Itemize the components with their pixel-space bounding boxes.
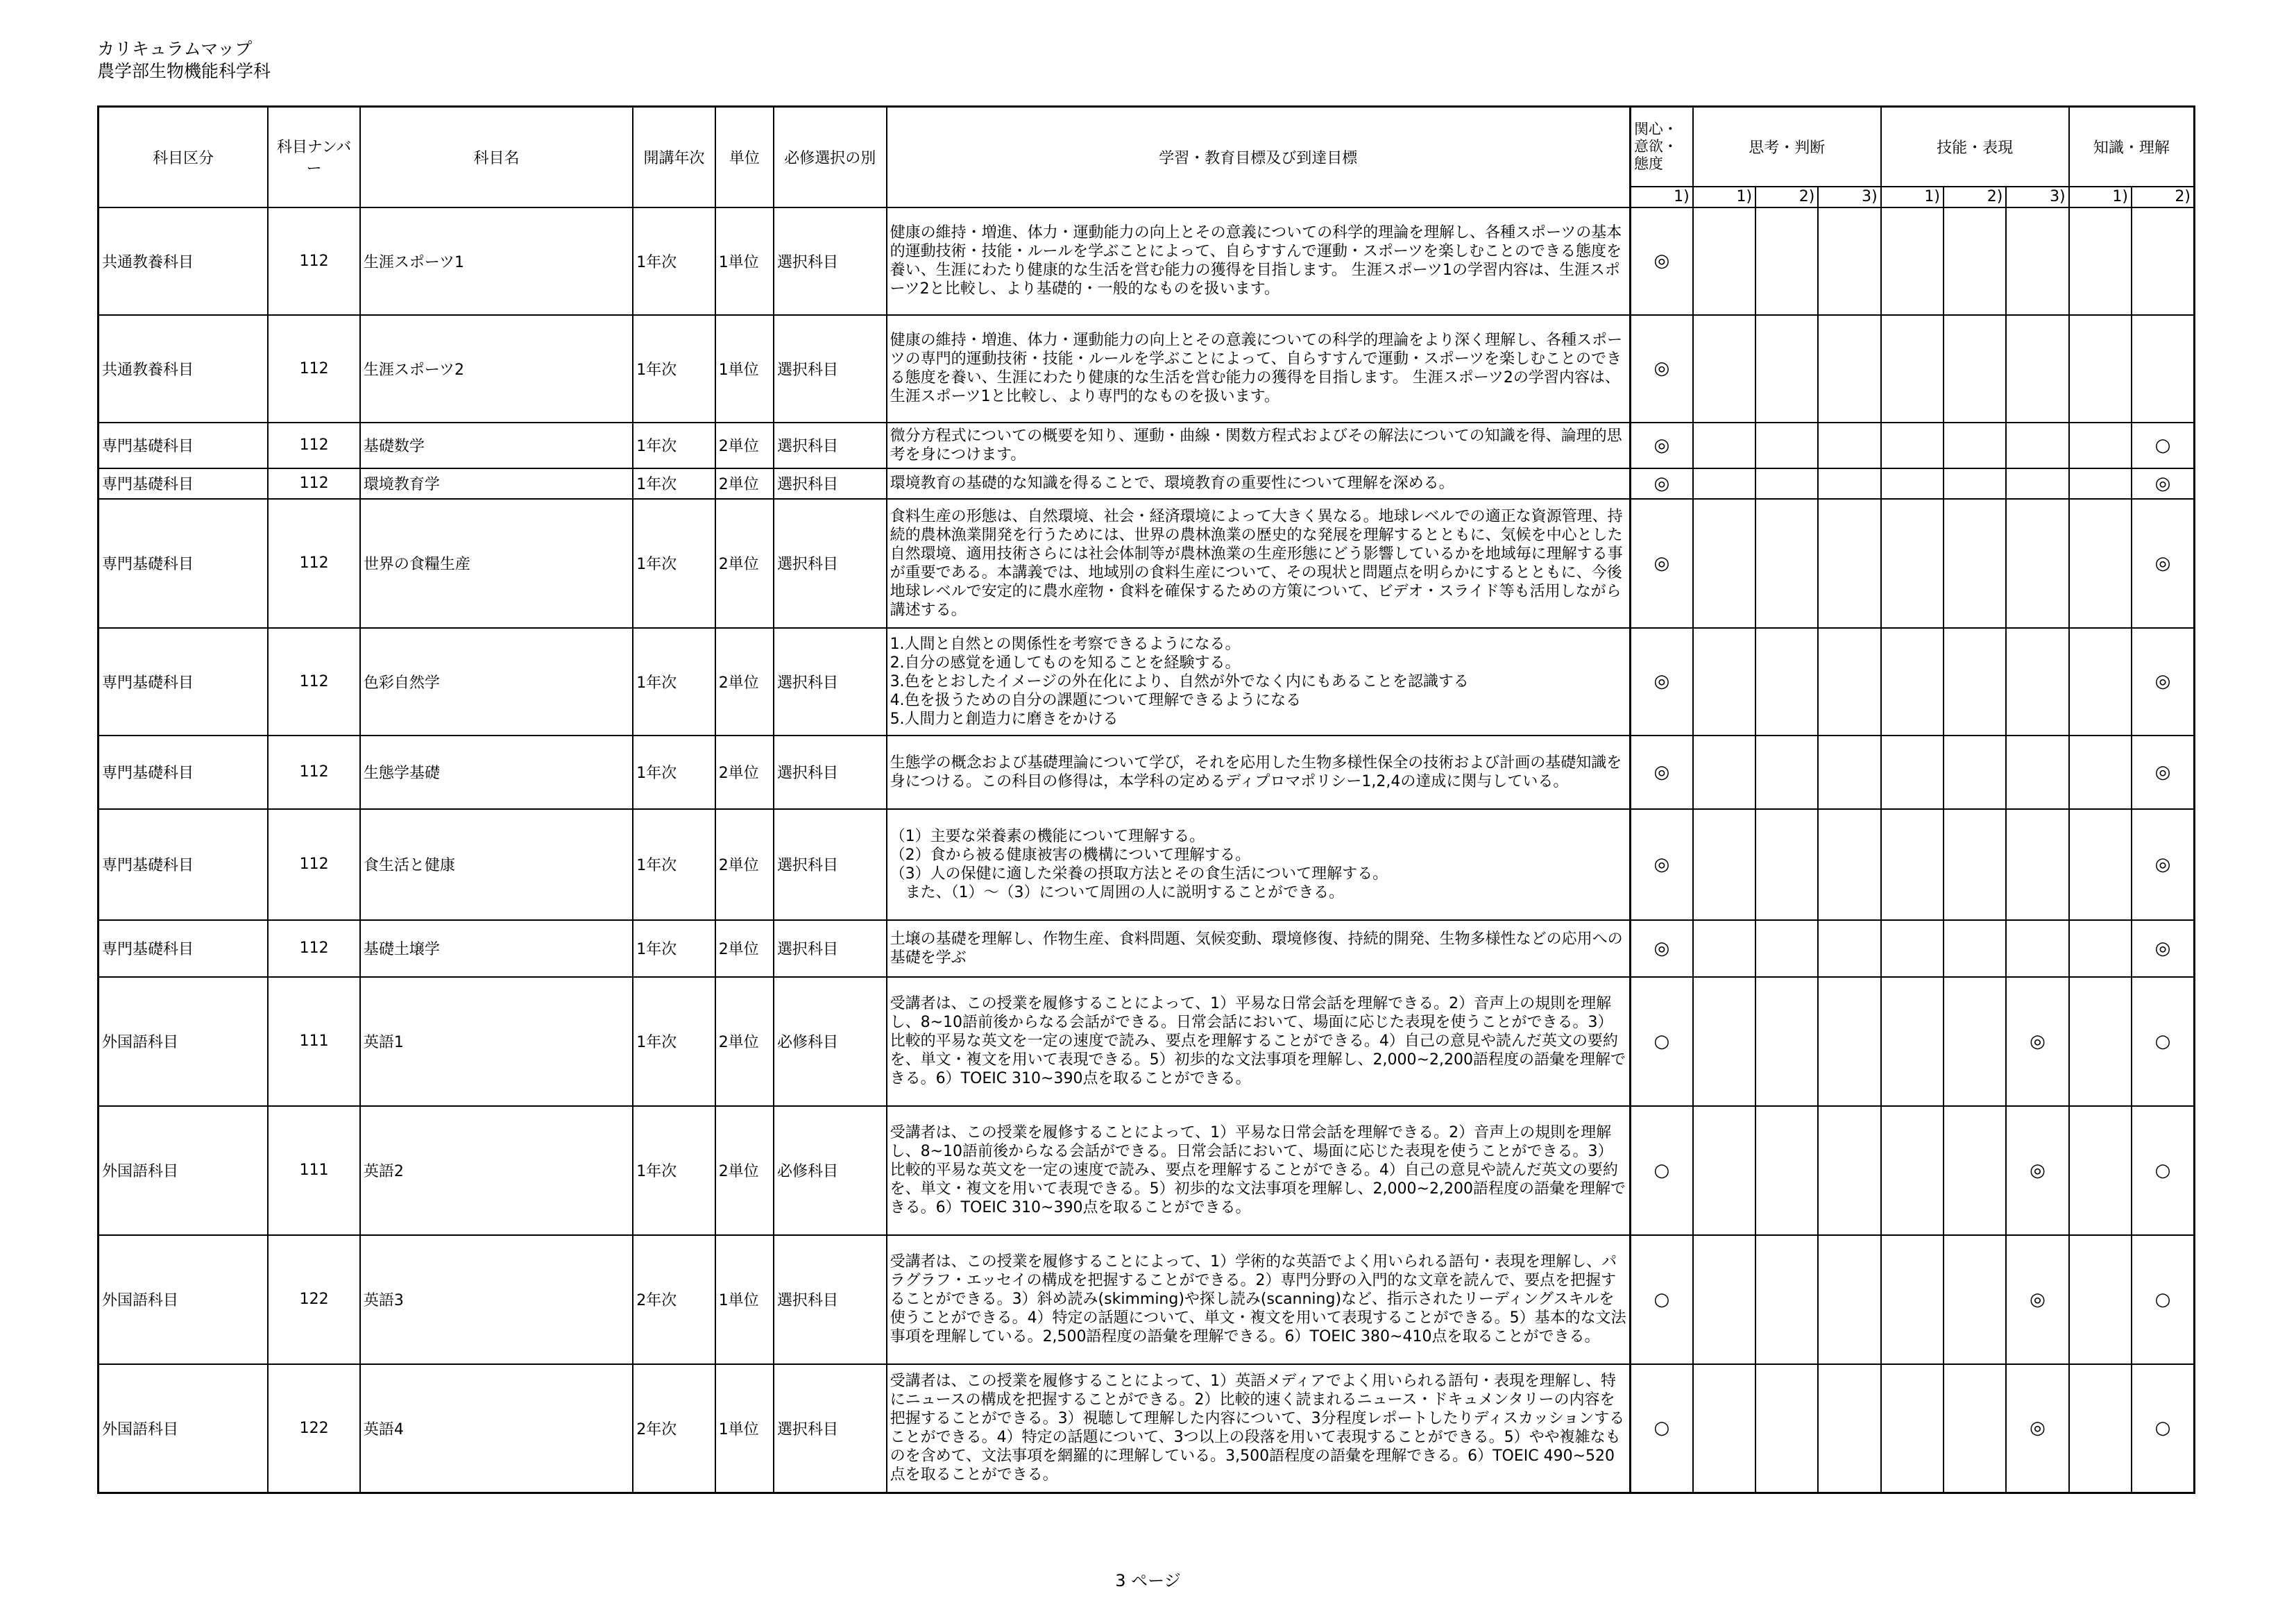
row-goal [887,628,1631,736]
goal-line: （2）食から被る健康被害の機構について理解する。 [890,846,1251,864]
subheader: 3) [2006,187,2068,207]
row-year: 1年次 [633,809,715,920]
row-mark [2006,628,2068,736]
row-mark [1944,468,2006,499]
row-number: 112 [268,207,359,315]
row-mark [1755,423,1818,468]
row-mark [1693,1364,1755,1493]
goal-line: 4.色を扱うための自分の課題について理解できるようになる [890,691,1302,709]
row-mark [1881,628,1944,736]
row-goal: 受講者は、この授業を履修することによって、1）平易な日常会話を理解できる。2）音声上の規則を理解し、8~10語前後からなる会話ができる。日常会話において、場面に応じた表現を使うことができる。3）比較的平易な英文を一定の速度で読み、要点を理解することができる。4）自己の意見や読んだ英文の要約を、単文・複文を用いて表現できる。5）初歩的な文法事項を理解し、2,000~2,200語程度の語彙を理解できる。6）TOEIC 310~390点を取ることができる。 [887,977,1631,1106]
row-mark [1818,207,1880,315]
row-mark [1755,207,1818,315]
row-number: 112 [268,920,359,977]
row-mark [1818,315,1880,423]
row-mark: ◎ [2132,920,2195,977]
row-mark [2069,920,2132,977]
row-year: 1年次 [633,1106,715,1235]
header-knowledge: 知識・理解 [2069,107,2195,187]
row-mark: ◎ [2006,1364,2068,1493]
row-mark [1755,809,1818,920]
row-mark [2006,920,2068,977]
row-credits: 2単位 [715,499,774,628]
row-mark [1818,977,1880,1106]
row-required: 選択科目 [774,1364,887,1493]
row-goal: 環境教育の基礎的な知識を得ることで、環境教育の重要性について理解を深める。 [887,468,1631,499]
row-category: 外国語科目 [99,1106,269,1235]
goal-line: （1）主要な栄養素の機能について理解する。 [890,827,1205,845]
row-number: 112 [268,809,359,920]
row-mark [2069,468,2132,499]
row-mark [2069,809,2132,920]
row-subject-name: 基礎土壌学 [360,920,633,977]
row-category: 外国語科目 [99,1364,269,1493]
row-required: 選択科目 [774,920,887,977]
row-year: 2年次 [633,1235,715,1364]
row-mark: ◎ [2132,499,2195,628]
goal-line: また、（1）～（3）について周囲の人に説明することができる。 [890,883,1345,901]
row-mark [2069,1235,2132,1364]
row-mark [1755,977,1818,1106]
row-required: 選択科目 [774,628,887,736]
row-mark [2006,809,2068,920]
row-mark [1755,736,1818,809]
row-mark: ○ [1630,1364,1692,1493]
row-mark [1944,315,2006,423]
row-mark [1693,977,1755,1106]
row-mark [1755,628,1818,736]
row-year: 1年次 [633,499,715,628]
row-mark [1881,315,1944,423]
row-number: 112 [268,468,359,499]
row-credits: 1単位 [715,1364,774,1493]
department-title: 農学部生物機能科学科 [97,61,271,81]
goal-line: （3）人の保健に適した栄養の摂取方法とその食生活について理解する。 [890,865,1388,883]
row-mark [1944,1106,2006,1235]
row-mark [1818,628,1880,736]
header-name: 科目名 [360,107,633,207]
table-row [99,207,2195,315]
row-subject-name: 英語3 [360,1235,633,1364]
row-subject-name: 英語1 [360,977,633,1106]
row-category: 専門基礎科目 [99,920,269,977]
row-number: 112 [268,423,359,468]
header-goals: 学習・教育目標及び到達目標 [887,107,1631,207]
row-credits: 1単位 [715,1235,774,1364]
table-row [99,977,2195,1106]
row-mark [1693,809,1755,920]
row-mark: ◎ [1630,809,1692,920]
table-row [99,1106,2195,1235]
row-credits: 2単位 [715,423,774,468]
row-mark: ○ [2132,423,2195,468]
subheader: 2) [1755,187,1818,207]
row-mark [1944,920,2006,977]
row-mark [1881,977,1944,1106]
table-row [99,423,2195,468]
row-year: 1年次 [633,207,715,315]
row-year: 2年次 [633,1364,715,1493]
header-year: 開講年次 [633,107,715,207]
row-mark [1755,468,1818,499]
row-mark: ○ [2132,977,2195,1106]
subheader: 1) [1630,187,1692,207]
row-credits: 1単位 [715,207,774,315]
row-year: 1年次 [633,315,715,423]
row-required: 選択科目 [774,809,887,920]
row-year: 1年次 [633,468,715,499]
table-row [99,468,2195,499]
row-mark: ◎ [2132,628,2195,736]
row-goal: 受講者は、この授業を履修することによって、1）英語メディアでよく用いられる語句・表現を理解し、特にニュースの構成を把握することができる。2）比較的速く読まれるニュース・ドキュメンタリーの内容を把握することができる。3）視聴して理解した内容について、3分程度レポートしたりディスカッションすることができる。4）特定の話題について、3つ以上の段落を用いて表現することができる。5）やや複雑なものを含めて、文法事項を網羅的に理解している。3,500語程度の語彙を理解できる。6）TOEIC 490~520点を取ることができる。 [887,1364,1631,1493]
row-mark [1693,499,1755,628]
row-mark [1881,1235,1944,1364]
row-year: 1年次 [633,736,715,809]
subheader: 1) [2069,187,2132,207]
row-mark [1881,736,1944,809]
row-mark: ○ [2132,1106,2195,1235]
row-subject-name: 英語4 [360,1364,633,1493]
table-row [99,315,2195,423]
row-required: 必修科目 [774,1106,887,1235]
row-mark [1693,920,1755,977]
row-mark: ◎ [1630,499,1692,628]
row-goal: 受講者は、この授業を履修することによって、1）平易な日常会話を理解できる。2）音声上の規則を理解し、8~10語前後からなる会話ができる。日常会話において、場面に応じた表現を使うことができる。3）比較的平易な英文を一定の速度で読み、要点を理解することができる。4）自己の意見や読んだ英文の要約を、単文・複文を用いて表現できる。5）初歩的な文法事項を理解し、2,000~2,200語程度の語彙を理解できる。6）TOEIC 310~390点を取ることができる。 [887,1106,1631,1235]
row-required: 選択科目 [774,736,887,809]
goal-line: 5.人間力と創造力に磨きをかける [890,710,1119,728]
row-mark [1818,1106,1880,1235]
row-category: 専門基礎科目 [99,628,269,736]
row-mark [1818,1364,1880,1493]
row-year: 1年次 [633,977,715,1106]
row-goal: 生態学の概念および基礎理論について学び，それを応用した生物多様性保全の技術および計画の基礎知識を身につける。この科目の修得は，本学科の定めるディプロマポリシー1,2,4の達成に関与している。 [887,736,1631,809]
row-mark: ◎ [1630,736,1692,809]
row-required: 選択科目 [774,423,887,468]
row-mark [1881,809,1944,920]
row-mark [1818,423,1880,468]
row-mark [1881,920,1944,977]
row-category: 専門基礎科目 [99,499,269,628]
row-mark [1693,468,1755,499]
row-mark [2006,315,2068,423]
row-mark: ○ [1630,1235,1692,1364]
row-mark [1944,736,2006,809]
row-mark [2069,315,2132,423]
subheader: 2) [2132,187,2195,207]
header-thinking: 思考・判断 [1693,107,1881,187]
row-required: 選択科目 [774,1235,887,1364]
row-category: 外国語科目 [99,977,269,1106]
row-mark: ◎ [2132,468,2195,499]
row-goal: 食料生産の形態は、自然環境、社会・経済環境によって大きく異なる。地球レベルでの適正な資源管理、持続的農林漁業開発を行うためには、世界の農林漁業の歴史的な発展を理解するとともに、気候を中心とした自然環境、適用技術さらには社会体制等が農林漁業の生産形態にどう影響しているかを地域毎に理解する事が重要である。本講義では、地域別の食料生産について、その現状と問題点を明らかにするとともに、今後地球レベルで安定的に農水産物・食料を確保するための方策について、ビデオ・スライド等も活用しながら講述する。 [887,499,1631,628]
row-mark [1818,736,1880,809]
row-mark [1693,207,1755,315]
row-mark [1693,1235,1755,1364]
goal-line: 3.色をとおしたイメージの外在化により、自然が外でなく内にもあることを認識する [890,672,1469,690]
row-mark [1944,628,2006,736]
row-credits: 2単位 [715,628,774,736]
row-category: 専門基礎科目 [99,468,269,499]
table-body [99,207,2195,1493]
row-credits: 2単位 [715,809,774,920]
row-mark [1818,1235,1880,1364]
row-mark [2069,423,2132,468]
row-subject-name: 生涯スポーツ2 [360,315,633,423]
row-mark [1755,920,1818,977]
page-number: 3 ページ [1115,1571,1181,1590]
curriculum-map-table [97,105,2195,1494]
row-mark: ○ [1630,1106,1692,1235]
row-mark: ◎ [2132,809,2195,920]
row-goal: 受講者は、この授業を履修することによって、1）学術的な英語でよく用いられる語句・表現を理解し、パラグラフ・エッセイの構成を把握することができる。2）専門分野の入門的な文章を読んで、要点を把握することができる。3）斜め読み(skimming)や探し読み(scanning)など、指示されたリーディングスキルを使うことができる。4）特定の話題について、単文・複文を用いて表現することができる。5）基本的な文法事項を理解している。2,500語程度の語彙を理解できる。6）TOEIC 380~410点を取ることができる。 [887,1235,1631,1364]
row-mark [1693,423,1755,468]
row-mark [2132,315,2195,423]
row-mark [1881,207,1944,315]
row-mark [2006,207,2068,315]
row-category: 共通教養科目 [99,315,269,423]
table-row [99,1364,2195,1493]
row-mark [1818,468,1880,499]
table-row [99,736,2195,809]
row-mark [1818,920,1880,977]
row-mark [1693,736,1755,809]
row-required: 選択科目 [774,207,887,315]
row-number: 111 [268,977,359,1106]
header-interest: 関心・意欲・態度 [1630,107,1692,187]
row-subject-name: 食生活と健康 [360,809,633,920]
row-category: 共通教養科目 [99,207,269,315]
row-mark [2069,1364,2132,1493]
row-goal: 土壌の基礎を理解し、作物生産、食料問題、気候変動、環境修復、持続的開発、生物多様性などの応用への基礎を学ぶ [887,920,1631,977]
row-year: 1年次 [633,628,715,736]
row-goal: 健康の維持・増進、体力・運動能力の向上とその意義についての科学的理論をより深く理解し、各種スポーツの専門的運動技術・技能・ルールを学ぶことによって、自らすすんで運動・スポーツを楽しむことのできる態度を養い、生涯にわたり健康的な生活を営む能力の獲得を目指します。 生涯スポーツ2の学習内容は、生涯スポーツ1と比較し、より専門的なものを扱います。 [887,315,1631,423]
goal-line: 1.人間と自然との関係性を考察できるようになる。 [890,635,1241,653]
row-mark [2132,207,2195,315]
row-mark [2069,499,2132,628]
row-mark [1944,207,2006,315]
row-mark [1944,809,2006,920]
row-credits: 2単位 [715,736,774,809]
row-mark [2006,499,2068,628]
row-number: 112 [268,499,359,628]
row-mark [1693,628,1755,736]
header-number: 科目ナンバー [268,107,359,207]
subheader: 1) [1881,187,1944,207]
row-number: 112 [268,315,359,423]
row-mark [1755,1235,1818,1364]
header-category: 科目区分 [99,107,269,207]
row-required: 選択科目 [774,315,887,423]
table-row [99,1235,2195,1364]
row-mark [1881,468,1944,499]
row-mark: ◎ [1630,207,1692,315]
row-subject-name: 英語2 [360,1106,633,1235]
row-mark [1818,499,1880,628]
row-mark [1944,1364,2006,1493]
row-mark [2069,1106,2132,1235]
row-mark: ◎ [1630,920,1692,977]
subheader: 3) [1818,187,1880,207]
row-number: 112 [268,628,359,736]
document-title: カリキュラムマップ [97,39,253,59]
row-credits: 2単位 [715,920,774,977]
row-goal: 健康の維持・増進、体力・運動能力の向上とその意義についての科学的理論を理解し、各種スポーツの基本的運動技術・技能・ルールを学ぶことによって、自らすすんで運動・スポーツを楽しむことのできる態度を養い、生涯にわたり健康的な生活を営む能力の獲得を目指します。 生涯スポーツ1の学習内容は、生涯スポーツ2と比較し、より基礎的・一般的なものを扱います。 [887,207,1631,315]
row-mark: ○ [2132,1235,2195,1364]
row-credits: 2単位 [715,977,774,1106]
row-mark [1881,499,1944,628]
row-mark [1881,1106,1944,1235]
table-row [99,499,2195,628]
row-year: 1年次 [633,920,715,977]
row-category: 専門基礎科目 [99,736,269,809]
row-credits: 2単位 [715,1106,774,1235]
row-credits: 2単位 [715,468,774,499]
row-mark [2069,736,2132,809]
row-mark: ◎ [2006,1235,2068,1364]
row-mark: ◎ [1630,628,1692,736]
row-category: 専門基礎科目 [99,809,269,920]
row-credits: 1単位 [715,315,774,423]
row-mark [1944,423,2006,468]
row-required: 選択科目 [774,499,887,628]
table-row [99,920,2195,977]
row-mark [1693,315,1755,423]
row-mark [2006,423,2068,468]
row-mark [1755,315,1818,423]
row-mark [2006,468,2068,499]
row-mark: ◎ [2132,736,2195,809]
header-required: 必修選択の別 [774,107,887,207]
row-subject-name: 生涯スポーツ1 [360,207,633,315]
row-mark [1755,1106,1818,1235]
row-goal [887,809,1631,920]
row-mark [1693,1106,1755,1235]
subheader: 1) [1693,187,1755,207]
row-mark: ◎ [1630,468,1692,499]
subheader: 2) [1944,187,2006,207]
row-mark: ○ [1630,977,1692,1106]
row-number: 112 [268,736,359,809]
row-mark: ◎ [2006,977,2068,1106]
row-category: 専門基礎科目 [99,423,269,468]
row-subject-name: 環境教育学 [360,468,633,499]
row-mark [2069,977,2132,1106]
row-goal: 微分方程式についての概要を知り、運動・曲線・関数方程式およびその解法についての知識を得、論理的思考を身につけます。 [887,423,1631,468]
header-skill: 技能・表現 [1881,107,2069,187]
row-subject-name: 基礎数学 [360,423,633,468]
row-mark [2006,736,2068,809]
row-mark [2069,628,2132,736]
row-mark [1944,499,2006,628]
goal-line: 2.自分の感覚を通してものを知ることを経験する。 [890,654,1241,672]
row-subject-name: 世界の食糧生産 [360,499,633,628]
row-mark: ◎ [2006,1106,2068,1235]
row-number: 122 [268,1235,359,1364]
row-subject-name: 生態学基礎 [360,736,633,809]
row-mark [1881,423,1944,468]
table-row [99,628,2195,736]
table-row [99,809,2195,920]
row-mark [1944,977,2006,1106]
row-mark [2069,207,2132,315]
row-mark [1755,499,1818,628]
row-required: 選択科目 [774,468,887,499]
row-number: 122 [268,1364,359,1493]
row-mark: ◎ [1630,315,1692,423]
row-required: 必修科目 [774,977,887,1106]
row-mark [1944,1235,2006,1364]
row-subject-name: 色彩自然学 [360,628,633,736]
header-credits: 単位 [715,107,774,207]
row-number: 111 [268,1106,359,1235]
row-mark: ○ [2132,1364,2195,1493]
row-year: 1年次 [633,423,715,468]
row-mark [1818,809,1880,920]
row-mark [1881,1364,1944,1493]
row-mark [1755,1364,1818,1493]
row-category: 外国語科目 [99,1235,269,1364]
row-mark: ◎ [1630,423,1692,468]
